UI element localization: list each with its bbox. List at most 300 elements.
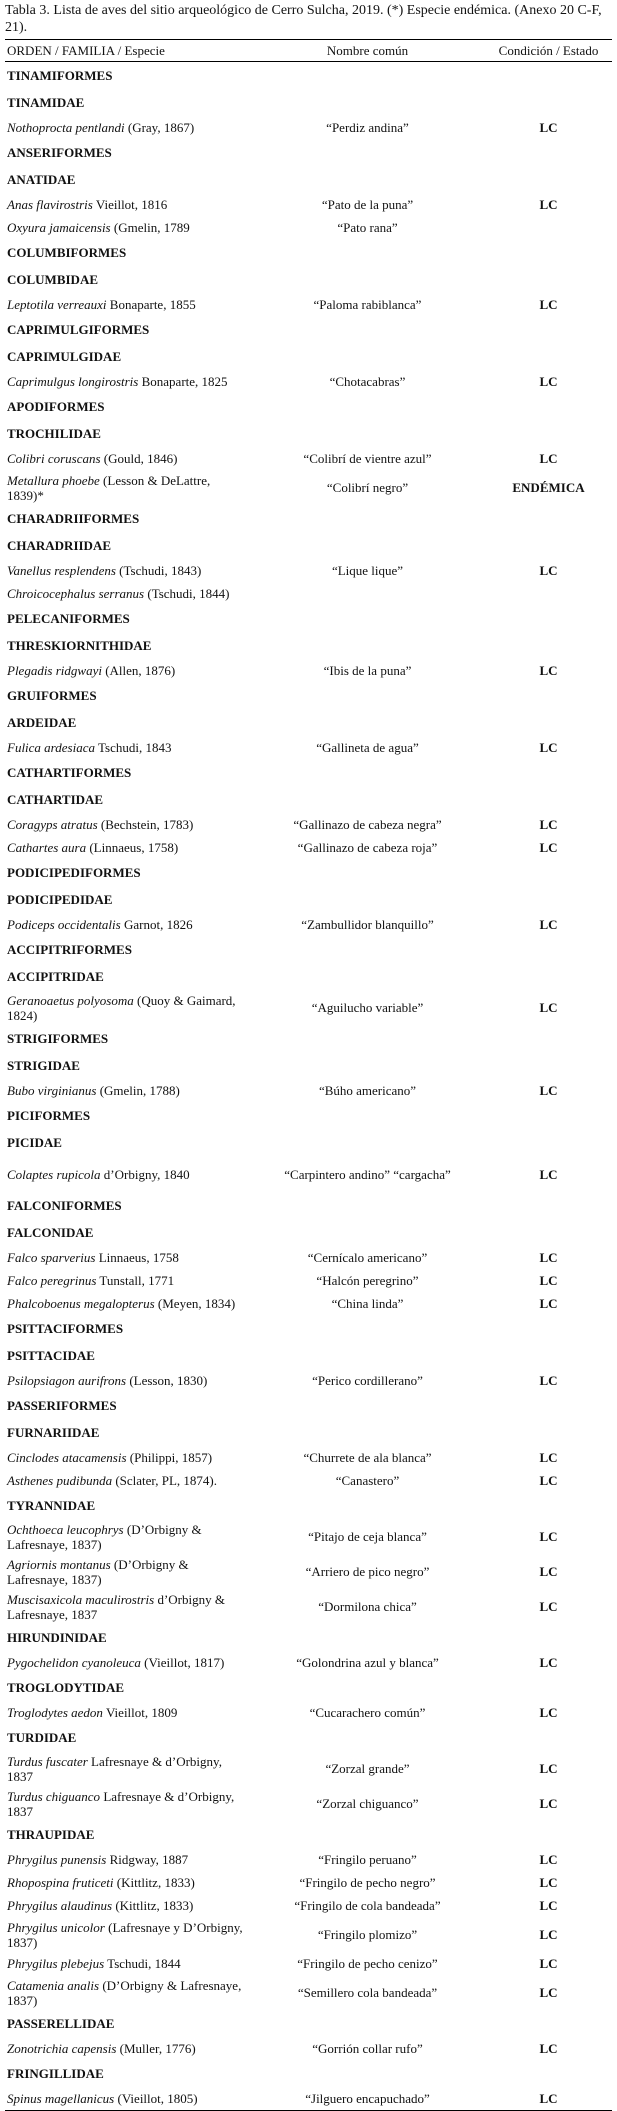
order-row xyxy=(5,505,612,532)
order-name: PSITTACIFORMES xyxy=(7,1321,124,1336)
family-name: PASSERELLIDAE xyxy=(7,2016,115,2031)
species-binomial: Colibri coruscans xyxy=(7,451,101,466)
species-common-name: “Fringilo de pecho cenizo” xyxy=(297,1956,438,1971)
species-row xyxy=(5,582,612,605)
header-status: Condición / Estado xyxy=(485,40,612,62)
species-authority: (Allen, 1876) xyxy=(101,663,176,678)
species-scientific-name xyxy=(5,1589,250,1624)
family-name: THRAUPIDAE xyxy=(7,1827,95,1842)
species-scientific-name xyxy=(5,116,250,139)
species-row xyxy=(5,1469,612,1492)
species-status: LC xyxy=(539,374,558,389)
species-common-name: “Gallinazo de cabeza negra” xyxy=(293,817,442,832)
species-row xyxy=(5,1292,612,1315)
species-row xyxy=(5,1786,612,1821)
species-status: LC xyxy=(539,1599,558,1614)
species-row xyxy=(5,1079,612,1102)
species-authority: Linnaeus, 1758 xyxy=(95,1250,179,1265)
species-common-name: “Golondrina azul y blanca” xyxy=(296,1655,439,1670)
family-name: PICIDAE xyxy=(7,1135,62,1150)
species-common-name: “China linda” xyxy=(331,1296,404,1311)
species-binomial: Rhopospina fruticeti xyxy=(7,1875,114,1890)
table-caption: Tabla 3. Lista de aves del sitio arqueológico de Cerro Sulcha, 2019. (*) Especie endémica. (Anexo 20 C-F, 21). xyxy=(5,3,602,35)
species-row xyxy=(5,2087,612,2111)
species-scientific-name xyxy=(5,736,250,759)
species-status: LC xyxy=(539,1956,558,1971)
species-scientific-name xyxy=(5,2087,250,2111)
order-row xyxy=(5,393,612,420)
order-name: CAPRIMULGIFORMES xyxy=(7,322,150,337)
family-row xyxy=(5,1129,612,1156)
species-row xyxy=(5,1269,612,1292)
species-binomial: Turdus chiguanco xyxy=(7,1788,101,1804)
species-row xyxy=(5,1554,612,1589)
family-name: CATHARTIDAE xyxy=(7,792,104,807)
species-scientific-name xyxy=(5,1554,250,1589)
species-common-name: “Aguilucho variable” xyxy=(311,1000,424,1015)
species-status: LC xyxy=(485,2087,612,2111)
family-row xyxy=(5,1821,612,1848)
species-status: LC xyxy=(539,663,558,678)
species-binomial: Metallura phoebe xyxy=(7,472,100,488)
family-name: STRIGIDAE xyxy=(7,1058,80,1073)
species-row xyxy=(5,1871,612,1894)
family-row xyxy=(5,89,612,116)
species-row xyxy=(5,1917,612,1952)
species-common-name: “Churrete de ala blanca” xyxy=(303,1450,432,1465)
order-row xyxy=(5,62,612,90)
species-authority: (Kittlitz, 1833) xyxy=(113,1875,195,1890)
species-row xyxy=(5,1589,612,1624)
species-binomial: Chroicocephalus serranus xyxy=(7,586,145,601)
species-authority: Vieillot, 1816 xyxy=(92,197,168,212)
species-scientific-name xyxy=(5,990,250,1025)
species-authority: (Tschudi, 1844) xyxy=(144,586,230,601)
header-taxon: ORDEN / FAMILIA / Especie xyxy=(5,40,250,62)
species-binomial: Phalcoboenus megalopterus xyxy=(7,1296,155,1311)
species-common-name: “Fringilo plomizo” xyxy=(317,1927,418,1942)
species-scientific-name xyxy=(5,1369,250,1392)
species-authority: Lafresnaye & d’Orbigny, 1837 xyxy=(7,1788,235,1819)
species-binomial: Leptotila verreauxi xyxy=(7,297,107,312)
species-authority: (Linnaeus, 1758) xyxy=(86,840,179,855)
family-name: HIRUNDINIDAE xyxy=(7,1630,107,1645)
family-name: PSITTACIDAE xyxy=(7,1348,95,1363)
species-status: LC xyxy=(539,1705,558,1720)
species-common-name: “Semillero cola bandeada” xyxy=(297,1985,438,2000)
species-binomial: Geranoaetus polyosoma xyxy=(7,992,134,1008)
species-authority: (Muller, 1776) xyxy=(116,2041,196,2056)
species-status: LC xyxy=(539,1166,558,1182)
family-row xyxy=(5,2060,612,2087)
species-status: LC xyxy=(539,1083,558,1098)
species-scientific-name xyxy=(5,1894,250,1917)
species-authority: (D’Orbigny & Lafresnaye, 1837) xyxy=(7,1556,189,1587)
order-row xyxy=(5,605,612,632)
species-binomial: Phrygilus plebejus xyxy=(7,1956,105,1971)
species-row xyxy=(5,559,612,582)
species-authority: (Lesson, 1830) xyxy=(126,1373,208,1388)
family-name: THRESKIORNITHIDAE xyxy=(7,638,152,653)
species-common-name: “Arriero de pico negro” xyxy=(305,1564,430,1579)
species-row xyxy=(5,1894,612,1917)
species-row xyxy=(5,1751,612,1786)
species-status xyxy=(485,216,612,239)
species-row xyxy=(5,736,612,759)
species-common-name: “Perico cordillerano” xyxy=(312,1373,423,1388)
order-name: FALCONIFORMES xyxy=(7,1198,122,1213)
species-common-name: “Gallineta de agua” xyxy=(316,740,419,755)
species-common-name: “Dormilona chica” xyxy=(318,1599,417,1614)
species-scientific-name xyxy=(5,1269,250,1292)
order-name: TINAMIFORMES xyxy=(7,68,113,83)
order-name: PASSERIFORMES xyxy=(7,1398,117,1413)
species-authority: (Gray, 1867) xyxy=(124,120,195,135)
species-status: LC xyxy=(539,1852,558,1867)
species-authority: (Lafresnaye y D’Orbigny, 1837) xyxy=(7,1919,243,1950)
species-row xyxy=(5,470,612,505)
species-scientific-name xyxy=(5,1292,250,1315)
family-row xyxy=(5,1342,612,1369)
species-binomial: Oxyura jamaicensis xyxy=(7,220,111,235)
species-binomial: Caprimulgus longirostris xyxy=(7,374,139,389)
species-row xyxy=(5,370,612,393)
family-row xyxy=(5,1492,612,1519)
family-name: FRINGILLIDAE xyxy=(7,2066,104,2081)
species-row xyxy=(5,836,612,859)
species-status: LC xyxy=(539,1927,558,1942)
species-scientific-name xyxy=(5,1156,250,1192)
family-row xyxy=(5,1624,612,1651)
family-row xyxy=(5,632,612,659)
species-binomial: Fulica ardesiaca xyxy=(7,740,95,755)
species-scientific-name xyxy=(5,1871,250,1894)
species-status: LC xyxy=(539,297,558,312)
species-scientific-name xyxy=(5,2037,250,2060)
species-common-name: “Fringilo peruano” xyxy=(318,1852,417,1867)
order-name: CATHARTIFORMES xyxy=(7,765,132,780)
species-status: LC xyxy=(539,1000,558,1015)
species-scientific-name xyxy=(5,1786,250,1821)
family-name: CAPRIMULGIDAE xyxy=(7,349,122,364)
species-status: LC xyxy=(539,1473,558,1488)
species-scientific-name xyxy=(5,370,250,393)
family-name: ACCIPITRIDAE xyxy=(7,969,104,984)
species-binomial: Falco sparverius xyxy=(7,1250,96,1265)
species-common-name: “Fringilo de pecho negro” xyxy=(299,1875,436,1890)
species-binomial: Turdus fuscater xyxy=(7,1753,88,1769)
species-authority: Bonaparte, 1825 xyxy=(138,374,228,389)
order-name: PICIFORMES xyxy=(7,1108,91,1123)
species-binomial: Agriornis montanus xyxy=(7,1556,111,1572)
species-authority: (D’Orbigny & Lafresnaye, 1837) xyxy=(7,1521,202,1552)
species-row xyxy=(5,1156,612,1192)
family-name: CHARADRIIDAE xyxy=(7,538,112,553)
species-authority: (Philippi, 1857) xyxy=(126,1450,213,1465)
species-status: LC xyxy=(539,1450,558,1465)
family-row xyxy=(5,1724,612,1751)
family-row xyxy=(5,2010,612,2037)
species-row xyxy=(5,447,612,470)
family-row xyxy=(5,343,612,370)
species-scientific-name xyxy=(5,1975,250,2010)
species-common-name: “Lique lique” xyxy=(331,563,404,578)
species-authority: (Lesson & DeLattre, 1839)* xyxy=(7,472,211,503)
order-name: ACCIPITRIFORMES xyxy=(7,942,132,957)
species-status: LC xyxy=(539,1373,558,1388)
species-status: LC xyxy=(539,1564,558,1579)
species-common-name: “Perdiz andina” xyxy=(326,120,409,135)
species-row xyxy=(5,813,612,836)
species-common-name: “Carpintero andino” “cargacha” xyxy=(284,1166,451,1182)
species-common-name: “Gallinazo de cabeza roja” xyxy=(297,840,438,855)
species-scientific-name xyxy=(5,1446,250,1469)
family-name: ANATIDAE xyxy=(7,172,76,187)
family-name: TURDIDAE xyxy=(7,1730,77,1745)
species-status: LC xyxy=(539,563,558,578)
species-row xyxy=(5,293,612,316)
species-row xyxy=(5,193,612,216)
species-status: LC xyxy=(539,1655,558,1670)
species-authority: (Gould, 1846) xyxy=(100,451,178,466)
family-name: TINAMIDAE xyxy=(7,95,85,110)
order-row xyxy=(5,1192,612,1219)
species-binomial: Nothoprocta pentlandi xyxy=(7,120,125,135)
species-authority: (Sclater, PL, 1874). xyxy=(112,1473,217,1488)
family-name: TROCHILIDAE xyxy=(7,426,101,441)
species-authority: (Tschudi, 1843) xyxy=(115,563,202,578)
species-common-name: “Gorrión collar rufo” xyxy=(312,2041,423,2056)
family-row xyxy=(5,420,612,447)
species-binomial: Ochthoeca leucophrys xyxy=(7,1521,124,1537)
order-row xyxy=(5,139,612,166)
species-authority: (D’Orbigny & Lafresnaye, 1837) xyxy=(7,1977,242,2008)
species-authority: Vieillot, 1809 xyxy=(102,1705,178,1720)
species-scientific-name xyxy=(5,582,250,605)
order-name: ANSERIFORMES xyxy=(7,145,112,160)
species-authority: Garnot, 1826 xyxy=(120,917,193,932)
order-name: GRUIFORMES xyxy=(7,688,97,703)
species-status: LC xyxy=(539,1898,558,1913)
species-scientific-name xyxy=(5,1848,250,1871)
species-status: LC xyxy=(539,1875,558,1890)
species-binomial: Anas flavirostris xyxy=(7,197,93,212)
species-binomial: Phrygilus unicolor xyxy=(7,1919,105,1935)
species-scientific-name xyxy=(5,1751,250,1786)
species-authority: Tschudi, 1843 xyxy=(94,740,172,755)
species-binomial: Muscisaxicola maculirostris xyxy=(7,1591,155,1607)
species-common-name: “Chotacabras” xyxy=(329,374,406,389)
order-row xyxy=(5,1025,612,1052)
species-authority: Bonaparte, 1855 xyxy=(106,297,196,312)
order-name: PELECANIFORMES xyxy=(7,611,130,626)
family-row xyxy=(5,1219,612,1246)
family-row xyxy=(5,1052,612,1079)
family-name: COLUMBIDAE xyxy=(7,272,99,287)
species-common-name: “Pitajo de ceja blanca” xyxy=(308,1529,427,1544)
species-common-name xyxy=(250,582,485,605)
species-status: LC xyxy=(539,2041,558,2056)
species-authority: (Bechstein, 1783) xyxy=(97,817,194,832)
family-row xyxy=(5,1419,612,1446)
species-common-name: “Zambullidor blanquillo” xyxy=(301,917,434,932)
species-binomial: Colaptes rupicola xyxy=(7,1166,101,1182)
family-name: TROGLODYTIDAE xyxy=(7,1680,125,1695)
species-authority: Ridgway, 1887 xyxy=(106,1852,189,1867)
family-row xyxy=(5,266,612,293)
document-page xyxy=(0,2,617,2111)
species-row xyxy=(5,1975,612,2010)
table-header xyxy=(5,40,612,62)
order-row xyxy=(5,759,612,786)
species-status: LC xyxy=(539,1250,558,1265)
family-row xyxy=(5,963,612,990)
header-row xyxy=(5,40,612,62)
species-binomial: Asthenes pudibunda xyxy=(7,1473,113,1488)
species-row xyxy=(5,216,612,239)
species-authority: Tunstall, 1771 xyxy=(96,1273,175,1288)
species-scientific-name xyxy=(5,559,250,582)
species-common-name: “Pato de la puna” xyxy=(321,197,414,212)
family-name: PODICIPEDIDAE xyxy=(7,892,113,907)
species-common-name: “Ibis de la puna” xyxy=(323,663,412,678)
family-name: FALCONIDAE xyxy=(7,1225,94,1240)
species-scientific-name xyxy=(5,913,250,936)
species-authority: Tschudi, 1844 xyxy=(104,1956,181,1971)
species-row xyxy=(5,990,612,1025)
species-binomial: Spinus magellanicus xyxy=(7,2091,115,2106)
family-row xyxy=(5,532,612,559)
family-name: TYRANNIDAE xyxy=(7,1498,96,1513)
species-row xyxy=(5,913,612,936)
species-status: LC xyxy=(539,1985,558,2000)
order-row xyxy=(5,1315,612,1342)
species-status: LC xyxy=(539,197,558,212)
species-common-name: “Búho americano” xyxy=(318,1083,417,1098)
species-common-name: “Halcón peregrino” xyxy=(316,1273,419,1288)
species-authority: d’Orbigny, 1840 xyxy=(100,1166,190,1182)
species-binomial: Vanellus resplendens xyxy=(7,563,116,578)
species-common-name: “Paloma rabiblanca” xyxy=(313,297,422,312)
species-authority: (Gmelin, 1788) xyxy=(96,1083,180,1098)
family-row xyxy=(5,786,612,813)
species-binomial: Cinclodes atacamensis xyxy=(7,1450,127,1465)
species-status: LC xyxy=(539,1761,558,1776)
order-row xyxy=(5,1102,612,1129)
species-binomial: Catamenia analis xyxy=(7,1977,100,1993)
species-common-name: “Zorzal grande” xyxy=(325,1761,410,1776)
species-common-name: “Pato rana” xyxy=(337,220,398,235)
species-row xyxy=(5,1651,612,1674)
species-scientific-name xyxy=(5,193,250,216)
species-authority: (Vieillot, 1817) xyxy=(140,1655,225,1670)
family-row xyxy=(5,709,612,736)
species-binomial: Podiceps occidentalis xyxy=(7,917,121,932)
species-authority: (Meyen, 1834) xyxy=(154,1296,236,1311)
species-scientific-name xyxy=(5,1079,250,1102)
species-row xyxy=(5,1952,612,1975)
species-binomial: Phrygilus punensis xyxy=(7,1852,107,1867)
species-scientific-name xyxy=(5,1519,250,1554)
species-common-name: “Jilguero encapuchado” xyxy=(250,2087,485,2111)
species-binomial: Pygochelidon cyanoleuca xyxy=(7,1655,141,1670)
order-name: APODIFORMES xyxy=(7,399,105,414)
order-name: CHARADRIIFORMES xyxy=(7,511,140,526)
species-status: LC xyxy=(539,840,558,855)
species-common-name: “Zorzal chiguanco” xyxy=(316,1796,419,1811)
species-binomial: Zonotrichia capensis xyxy=(7,2041,117,2056)
order-row xyxy=(5,859,612,886)
family-name: FURNARIIDAE xyxy=(7,1425,100,1440)
species-row xyxy=(5,659,612,682)
species-status: LC xyxy=(539,120,558,135)
species-scientific-name xyxy=(5,1469,250,1492)
species-scientific-name xyxy=(5,1246,250,1269)
species-binomial: Coragyps atratus xyxy=(7,817,98,832)
species-row xyxy=(5,1519,612,1554)
header-common-name: Nombre común xyxy=(250,40,485,62)
species-status: LC xyxy=(539,451,558,466)
species-binomial: Plegadis ridgwayi xyxy=(7,663,102,678)
species-binomial: Bubo virginianus xyxy=(7,1083,97,1098)
species-common-name: “Cucarachero común” xyxy=(309,1705,426,1720)
species-common-name: “Canastero” xyxy=(335,1473,400,1488)
species-status: LC xyxy=(539,1296,558,1311)
order-row xyxy=(5,936,612,963)
species-binomial: Psilopsiagon aurifrons xyxy=(7,1373,127,1388)
species-common-name: “Colibrí negro” xyxy=(326,480,409,495)
species-status: LC xyxy=(539,740,558,755)
species-status: LC xyxy=(539,817,558,832)
species-binomial: Falco peregrinus xyxy=(7,1273,97,1288)
species-scientific-name xyxy=(5,813,250,836)
order-row xyxy=(5,1392,612,1419)
family-name: ARDEIDAE xyxy=(7,715,77,730)
order-row xyxy=(5,316,612,343)
species-scientific-name xyxy=(5,293,250,316)
species-status: LC xyxy=(539,917,558,932)
species-scientific-name xyxy=(5,216,250,239)
order-name: STRIGIFORMES xyxy=(7,1031,109,1046)
order-row xyxy=(5,239,612,266)
species-row xyxy=(5,1701,612,1724)
species-row xyxy=(5,1369,612,1392)
species-status xyxy=(485,582,612,605)
order-row xyxy=(5,682,612,709)
species-row xyxy=(5,116,612,139)
species-status: LC xyxy=(539,1796,558,1811)
family-row xyxy=(5,886,612,913)
species-common-name: “Fringilo de cola bandeada” xyxy=(294,1898,441,1913)
species-binomial: Phrygilus alaudinus xyxy=(7,1898,113,1913)
species-common-name: “Cernícalo americano” xyxy=(307,1250,428,1265)
species-status: LC xyxy=(539,1273,558,1288)
family-row xyxy=(5,166,612,193)
species-authority: Lafresnaye & d’Orbigny, 1837 xyxy=(7,1753,222,1784)
species-status: LC xyxy=(539,1529,558,1544)
table-body xyxy=(5,62,612,2111)
species-authority: (Kittlitz, 1833) xyxy=(112,1898,194,1913)
species-scientific-name xyxy=(5,1701,250,1724)
species-authority: (Gmelin, 1789 xyxy=(110,220,190,235)
species-row xyxy=(5,1246,612,1269)
species-row xyxy=(5,2037,612,2060)
species-binomial: Cathartes aura xyxy=(7,840,87,855)
species-authority: (Quoy & Gaimard, 1824) xyxy=(7,992,236,1023)
species-scientific-name xyxy=(5,1651,250,1674)
species-status: ENDÉMICA xyxy=(512,480,585,495)
bird-species-table xyxy=(5,39,612,2111)
